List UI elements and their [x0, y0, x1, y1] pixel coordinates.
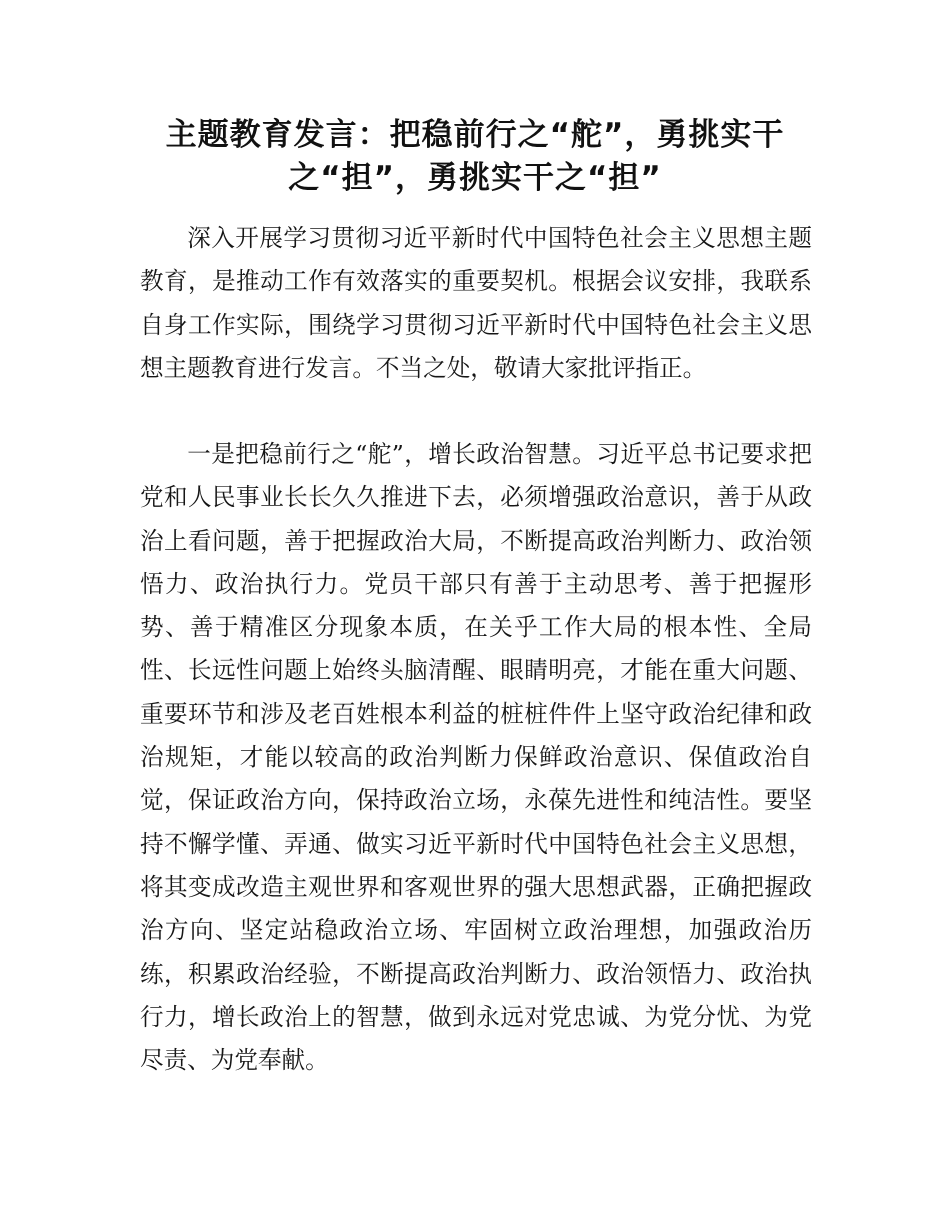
intro-paragraph: 深入开展学习贯彻习近平新时代中国特色社会主义思想主题教育，是推动工作有效落实的重要契机。根据会议安排，我联系自身工作实际，围绕学习贯彻习近平新时代中国特色社会主义思想主题教育进行发言。不当之处，敬请大家批评指正。	[140, 224, 812, 382]
document-title: 主题教育发言：把稳前行之“舵”，勇挑实干之“担”，勇挑实干之“担”	[165, 117, 785, 196]
section-one-paragraph: 一是把稳前行之“舵”，增长政治智慧。习近平总书记要求把党和人民事业长长久久推进下去，必须增强政治意识，善于从政治上看问题，善于把握政治大局，不断提高政治判断力、政治领悟力、政治执行力。党员干部只有善于主动思考、善于把握形势、善于精准区分现象本质，在关乎工作大局的根本性、全局性、长远性问题上始终头脑清醒、眼睛明亮，才能在重大问题、重要环节和涉及老百姓根本利益的桩桩件件上坚守政治纪律和政治规矩，才能以较高的政治判断力保鲜政治意识、保值政治自觉，保证政治方向，保持政治立场，永葆先进性和纯洁性。要坚持不懈学懂、弄通、做实习近平新时代中国特色社会主义思想，将其变成改造主观世界和客观世界的强大思想武器，正确把握政治方向、坚定站稳政治立场、牢固树立政治理想，加强政治历练，积累政治经验，不断提高政治判断力、政治领悟力、政治执行力，增长政治上的智慧，做到永远对党忠诚、为党分忧、为党尽责、为党奉献。	[140, 440, 812, 1075]
